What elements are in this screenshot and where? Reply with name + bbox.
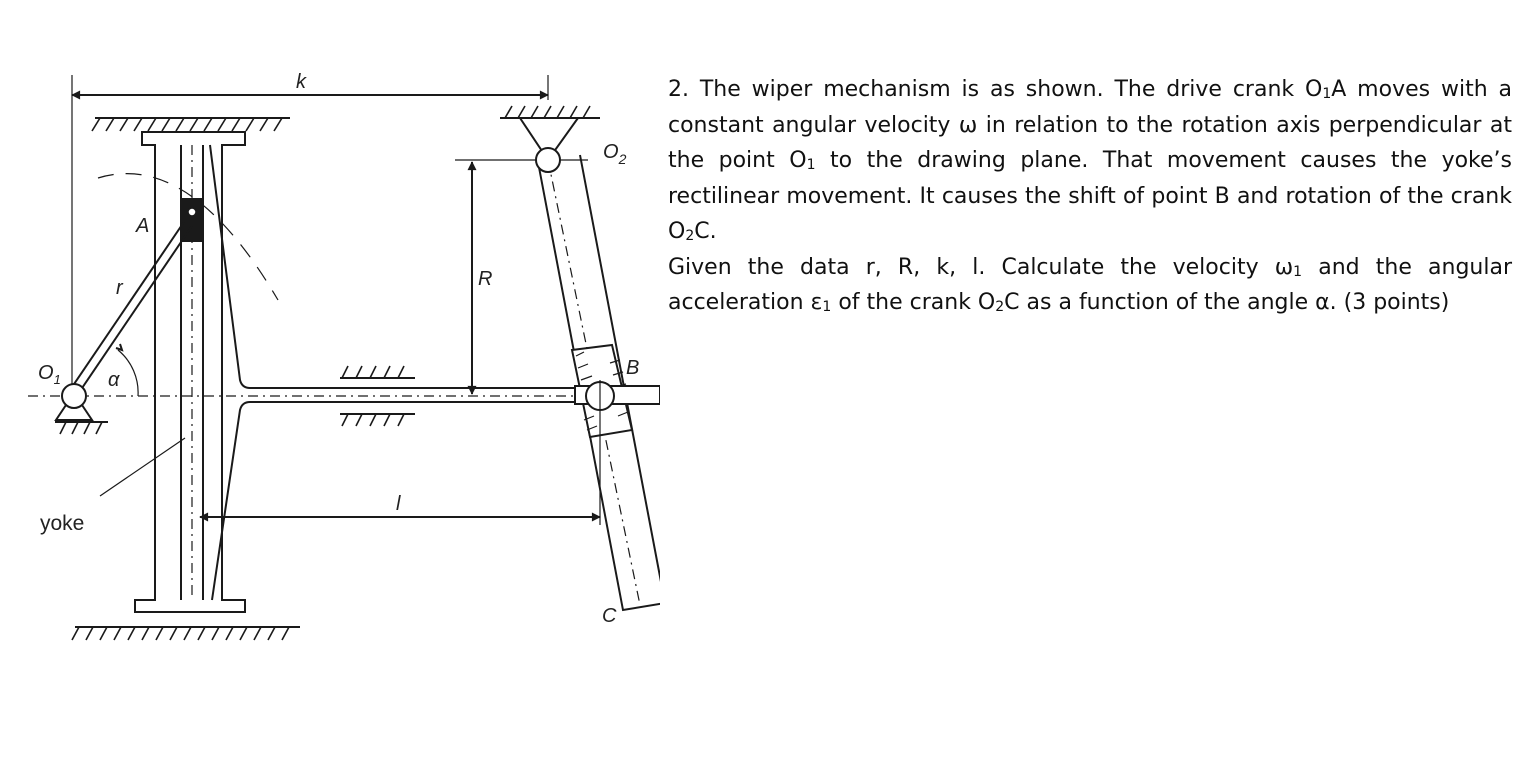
support-o1: [55, 384, 108, 434]
label-alpha: α: [108, 369, 120, 391]
problem-paragraph-1: 2. The wiper mechanism is as shown. The drive crank $O_1A$ moves with a constant angular velocity ω in relation to the rotation axis perpendicular at the point $O_1$ to the drawing plane. That movement causes the yoke’s rectilinear movement. It causes the shift of point B and rotation of the crank $O_2C$.: [668, 77, 1513, 244]
problem-paragraph-2: Given the data r, R, k, l. Calculate the velocity $\omega_1$ and the angular acceleration $\varepsilon_1$ of the crank $O_2C$ as a function of the angle α. (3 points): [668, 254, 1512, 315]
problem-statement: [668, 72, 1512, 321]
label-b: B: [626, 357, 640, 379]
mechanism-diagram: [0, 0, 660, 700]
label-c: C: [602, 605, 617, 627]
support-o2: [455, 106, 600, 160]
bottom-ground: [72, 627, 300, 640]
label-k: k: [296, 71, 306, 93]
label-a: A: [136, 215, 150, 237]
top-ground: [92, 118, 290, 131]
dimension-l: [200, 412, 600, 525]
slider-b: [572, 345, 660, 437]
label-r: R: [478, 268, 493, 290]
yoke: [181, 145, 575, 600]
label-l: l: [396, 493, 401, 515]
dimension-r: [472, 162, 492, 394]
crank-o1a: [70, 216, 196, 396]
label-o2: $O_2$: [603, 141, 627, 167]
yoke-leader: [100, 438, 185, 496]
label-o1: $O_1$: [38, 362, 61, 387]
label-r-crank: r: [116, 277, 123, 299]
label-yoke: yoke: [40, 512, 85, 535]
